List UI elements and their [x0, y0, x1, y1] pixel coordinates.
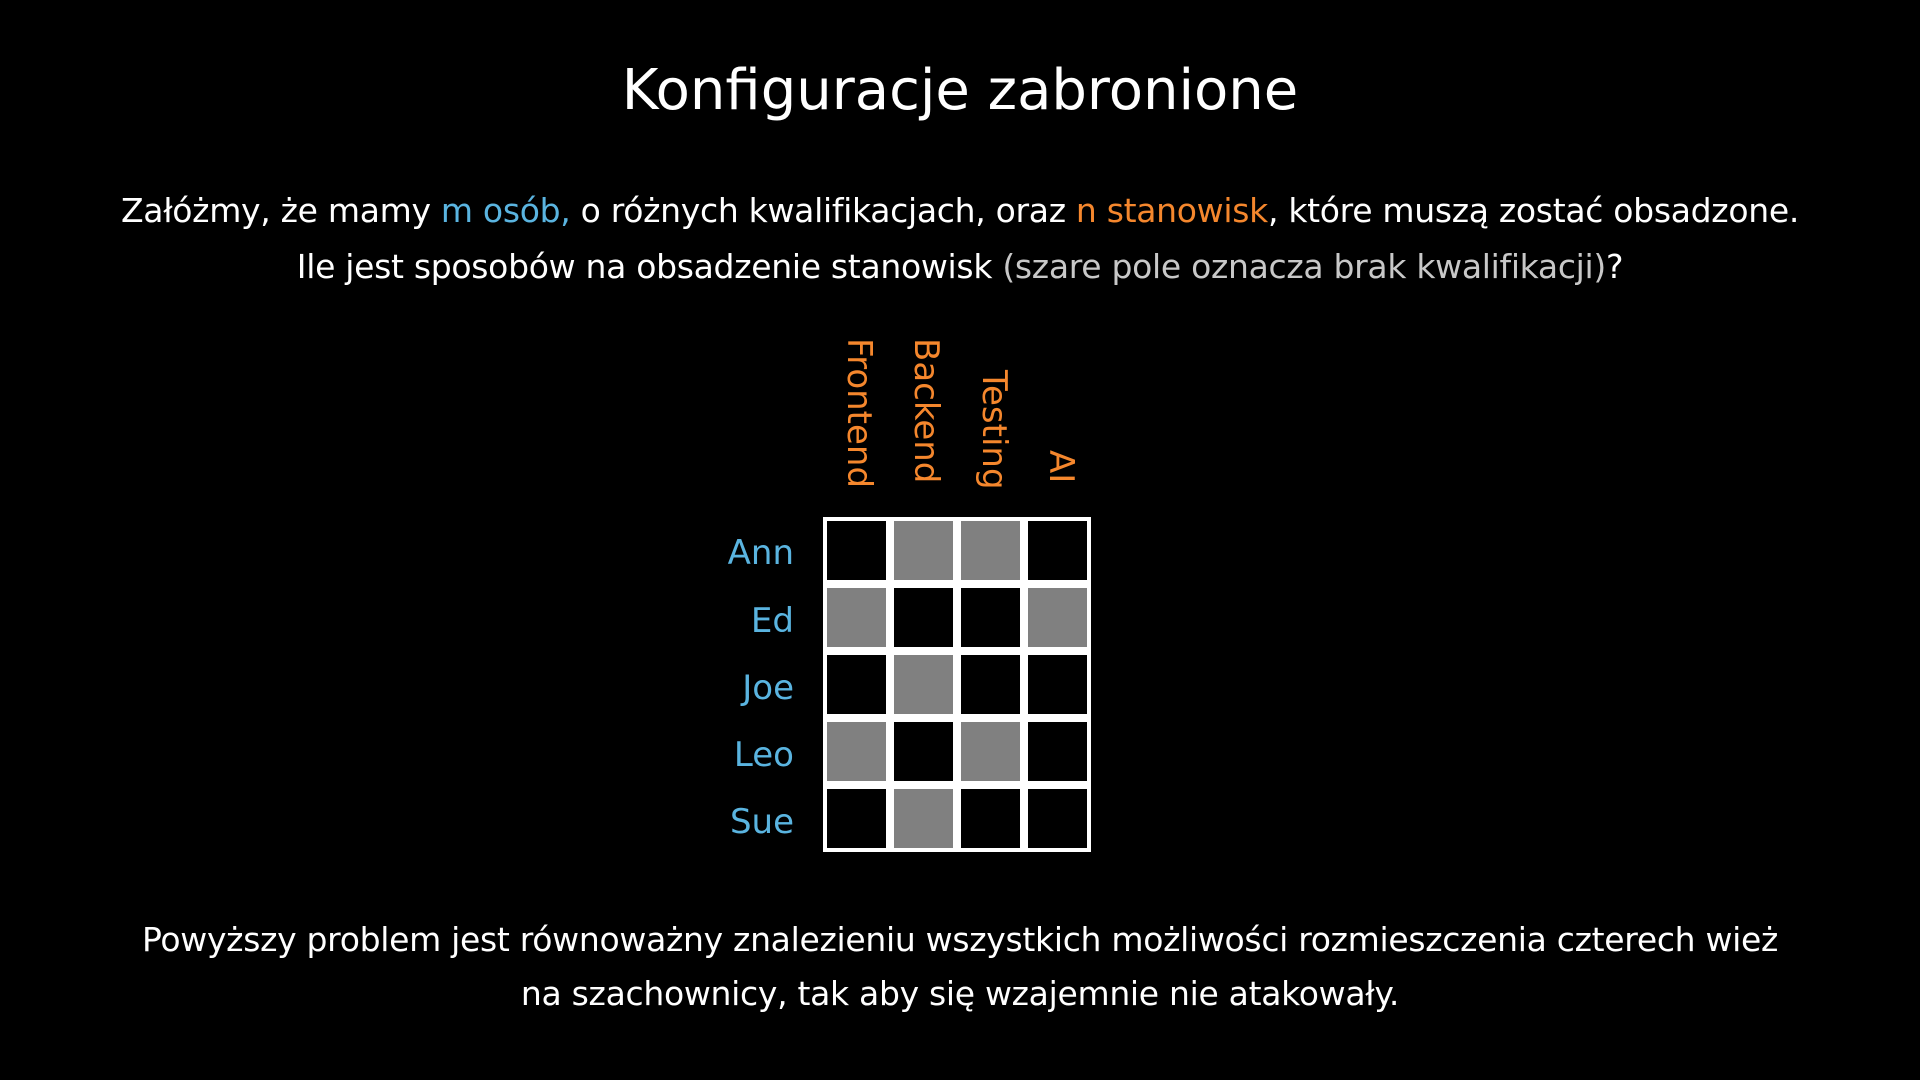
- row-label-joe: Joe: [742, 668, 794, 708]
- intro-line-1-part-1: Załóżmy, że mamy: [120, 191, 441, 230]
- outro-line-2: na szachownicy, tak aby się wzajemnie nie atakowały.: [520, 974, 1400, 1013]
- cell-joe-ai-allowed: [1026, 653, 1089, 716]
- slide-title: Konfiguracje zabronione: [621, 58, 1299, 123]
- cell-joe-backend-forbidden: [892, 653, 955, 716]
- outro-text: [0, 913, 1920, 1021]
- cell-ed-ai-forbidden: [1026, 586, 1089, 649]
- forbidden-cell-note: (szare pole oznacza brak kwalifikacji): [1002, 247, 1606, 286]
- row-label-ed: Ed: [750, 601, 794, 641]
- cell-leo-backend-allowed: [892, 720, 955, 783]
- intro-line-2: [0, 239, 1920, 295]
- intro-line-2-part-1: Ile jest sposobów na obsadzenie stanowisk: [296, 247, 1003, 286]
- cell-joe-frontend-allowed: [825, 653, 888, 716]
- column-header-frontend: Frontend: [839, 338, 879, 489]
- n-positions-highlight: n stanowisk: [1075, 191, 1268, 230]
- cell-sue-ai-allowed: [1026, 787, 1089, 850]
- intro-line-1: [0, 183, 1920, 239]
- cell-ann-backend-forbidden: [892, 519, 955, 582]
- cell-sue-testing-allowed: [959, 787, 1022, 850]
- chessboard-grid: [820, 514, 1098, 860]
- row-label-sue: Sue: [729, 802, 794, 842]
- row-label-leo: Leo: [733, 735, 794, 775]
- intro-line-1-part-3: , które muszą zostać obsadzone.: [1267, 191, 1800, 230]
- cell-ed-backend-allowed: [892, 586, 955, 649]
- column-header-backend: Backend: [906, 338, 946, 484]
- cell-leo-ai-allowed: [1026, 720, 1089, 783]
- outro-line-1: Powyższy problem jest równoważny znalezieniu wszystkich możliwości rozmieszczenia czterech wież: [141, 920, 1779, 959]
- cell-ed-frontend-forbidden: [825, 586, 888, 649]
- cell-ann-ai-allowed: [1026, 519, 1089, 582]
- cell-leo-frontend-forbidden: [825, 720, 888, 783]
- cell-sue-frontend-allowed: [825, 787, 888, 850]
- row-label-ann: Ann: [727, 533, 794, 573]
- cell-joe-testing-allowed: [959, 653, 1022, 716]
- cell-ann-testing-forbidden: [959, 519, 1022, 582]
- column-header-testing: Testing: [974, 370, 1014, 490]
- intro-line-2-part-2: ?: [1606, 247, 1624, 286]
- intro-line-1-part-2: o różnych kwalifikacjach, oraz: [570, 191, 1076, 230]
- cell-sue-backend-forbidden: [892, 787, 955, 850]
- cell-ed-testing-allowed: [959, 586, 1022, 649]
- column-header-ai: AI: [1041, 450, 1081, 484]
- cell-ann-frontend-allowed: [825, 519, 888, 582]
- intro-text: [0, 183, 1920, 295]
- cell-leo-testing-forbidden: [959, 720, 1022, 783]
- m-people-highlight: m osób,: [440, 191, 571, 230]
